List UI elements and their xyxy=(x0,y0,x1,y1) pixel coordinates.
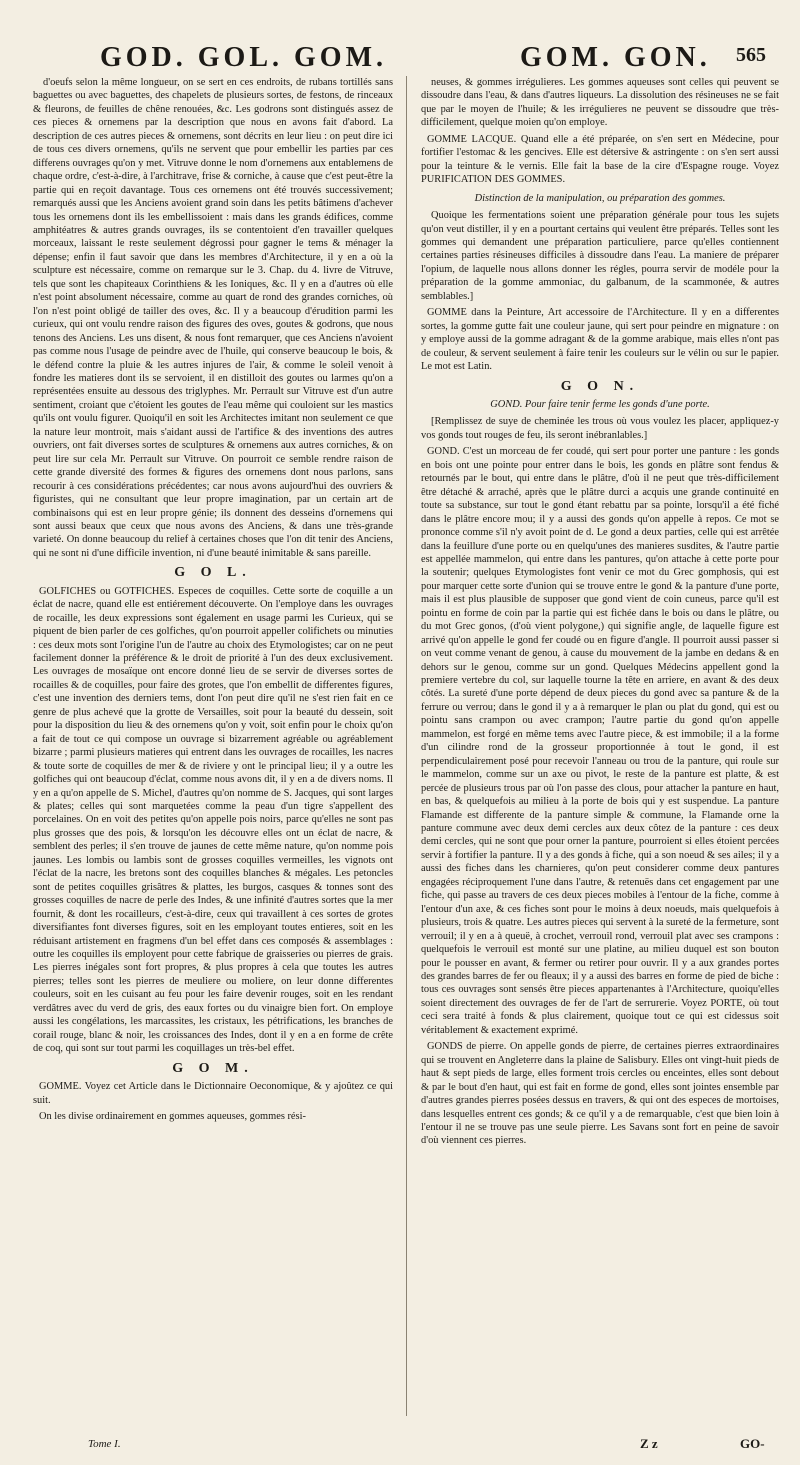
gond-paragraph: GOND. C'est un morceau de fer coudé, qui sert pour porter une panture : les gonds en bois ont une pointe pour entrer dans le bois, les gonds en plâtre sont fendus & retournés par le bout, qui entre dans le plâtre, d'où il ne peut que très-difficilement être détaché & arraché, après que le plâtre durci a acquis une grande continuité en toute sa substance, sur tout le gond étant rebattu par sa pointe, lorsqu'il a été fiché dans le plâtre encore mou; il y a aussi des gonds qu'on appelle à repos. Ce mot se prononce comme s'il n'y avoit point de d. Le gond a deux parties, celle qui est arrêtée dans la feuillure d'une porte ou en quelqu'unes des manieres susdites, & l'autre partie est appellée mammelon, qui entre dans les pantures, qu'on attache à cette porte pour la soutenir; quelques Etymologistes font venir ce mot du Grec gomphosis, qui est pour marquer cette sorte d'union qui se trouve entre le gond & la panture d'une porte, mais il est plus plausible de supposer que gond vient de coin cuneus, parce qu'il est pointu en forme de coin par la partie qui est fichée dans le bois ou dans le plâtre, ou du mot Grec gonos, (d'où vient polygone,) qui signifie angle, de laquelle figure est arrivé qu'on appelle le gond fer coudé ou en figure d'angle. Il pourroit aussi passer si on veut comme venant de genou, à cause du mouvement de la jambe en dedans & en dehors sur le genou, comme sur un gond. Quelques Médecins appellent gond la premiere vertebre du col, sur laquelle tourne la tête en arriere, en avant & des deux côtés. La sureté d'une porte dépend de deux pieces du gond avec sa panture & de la ferrure ou verrou; dans le gond il y a à remarquer le plan ou plat du gond, qui est ou pointu sans crampon ou avec crampon; l'autre partie du gond qu'on appelle mammelon, est forgé en même tems avec l'autre piece, & est immobile; il a la forme d'un cilindre rond de la grosseur proportionnée à tout le gond, il est perpendiculairement posé pour recevoir l'anneau ou trou de la panture, qui roule sur le mammelon, comme sur un axe ou pivot, le reste de la panture est platte, & est percée de plusieurs trous par où l'on passe des clous, pour attacher la panture en haut, en bas, & quelquefois au milieu à la porte de bois qui y est suspendue. La panture Flamande est differente de la panture simple & commune, la Flamande orne la panture commune avec deux demi cercles aux deux côtez de la panture : ces deux demi cercles, qui ne sont que pour orner la panture, pourroient si elles étoient percées servir à fortifier la panture. Il y a des gonds à fiche, qui a son noeud & ses ailes; il y a aussi des fiches dans les charnieres, qu'on peut considerer comme deux pantures engagées réciproquement l'une dans l'autre, & retenuës dans cet engagement par une fiche, qui passe au travers de ces deux pieces mobiles à l'entour de la fiche, comme à l'entour d'un axe, & ces fiches sont pour le moins à deux noeuds, mais quelquefois à plusieurs, trois & quatre. Les autres pieces qui servent à la sureté de la fermeture, sont verrouil; il y en a à queuë, à crochet, verrouil rond, verrouil plat avec ses crampons : quelquefois le verrouil est monté sur une platine, au milieu duquel est son bouton pour le pousser en avant, & fermer ou retirer pour ouvrir. Il y a aux grandes portes des grandes barres de fer ou fleaux; il y a aussi des barres en forme de pied de biche : tous ces ouvrages sont sensés être pieces appartenantes à l'Architecture, quoiqu'elles soient directement des ouvrages de fer de l'art de serrurerie. Voyez PORTE, où tout ceci sera traité à fonds & plus clairement, quoique tout ce qui est cidessus soit véritablement & exactement exprimé. xyxy=(421,446,779,1036)
gomme-paragraph: GOMME. Voyez cet Article dans le Dictionnaire Oeconomique, & y ajoûtez ce qui suit. xyxy=(33,1081,393,1106)
running-head-right: GOM. GON. xyxy=(520,42,711,73)
section-heading-gom: G O M. xyxy=(172,1060,254,1076)
running-head-left: GOD. GOL. GOM. xyxy=(100,42,387,73)
section-heading-gon: G O N. xyxy=(560,378,640,394)
subheading-distinction: Distinction de la manipulation, ou préparation des gommes. xyxy=(474,192,726,204)
left-column xyxy=(33,76,393,1126)
column-rule xyxy=(406,76,407,1416)
gomme-continuation: On les divise ordinairement en gommes aqueuses, gommes rési- xyxy=(39,1110,306,1122)
golfiches-paragraph: GOLFICHES ou GOTFICHES. Especes de coquilles. Cette sorte de coquille a un éclat de nacre, quand elle est entiérement découverte. On l'employe dans les ouvrages de rocaille, les deux expressions sont également en usage parmi les Curieux, qui se piquent de bien parler de ces golfiches, qu'on pourroit appeller colifichets ou minuties : ces deux mots sont l'origine l'un de l'autre au choix des Etymologistes; car on ne peut facilement donner la préférence & le droit de priorité à l'un des deux exclusivement. Les ouvrages de mosaïque ont encore donné lieu de se servir de diverses sortes de rocailles & de coquilles, pour faire des grotes, que l'on embellit de differentes figures, c'est une invention des derniers tems, dont l'on peut dire qu'il ne s'est rien fait en ce genre de plus achevé que la grotte de Versailles, soit pour la beauté du dessein, soit pour la disposition du lieu & des ornemens qu'on y voit, soit enfin pour le choix qu'on a fait de tout ce qui compose un ouvrage si bizarrement agréable ou agréablement bizarre ; parmi plusieurs matieres qui entrent dans les ouvrages de rocailles, les nacres & toute sorte de coquilles de mer & de riviere y ont le principal lieu; il y a outre les golfiches qui ont beaucoup d'éclat, comme nous avons dit, il y en a de divers noms. Il y en a qu'on appelle de S. Michel, d'autres qu'on nomme de S. Jacques, qui sont larges & plates; celles qui sont marquetées comme la peau d'un tigre s'appellent des porcelaines. On en voit des petites qu'on appelle pois noirs, parce qu'elles ne sont pas plus grosses que des pois, & lorsqu'on les découvre elles ont un éclat de nacre, & semblent des perles; il s'en trouve de jaunes de cette même nature, qu'on nomme pois jaunes. Les lombis ou lambis sont de grosses coquilles vermeilles, les vignots ont l'éclat de la nacre, les bretons sont des coquilles blanches & mégales. Les petoncles sont de petites coquilles grisâtres & plattes, les burgos, casques & tonnes sont des grosses coquilles de nacre de perle des Indes, & une infinité d'autres sortes que la mer fournit, & dont les rocailleurs, c'est-à-dire, ceux qui travaillent à ces sortes de grotes diversifiantes font diverses figures, soit en les employant toutes entieres, soit en les réduisant artistement en fragmens d'un bel effet dans ces composés & assemblages : outre les coquilles ils employent pour cette fabrique de graisseries ou pierres de grais. Les pierres inégales sont fort propres, & plus propres à cela que toutes les autres pierres; telles sont les pierres de meuliere ou moliere, on leur donne differentes couleurs, soit en les cuisant au feu pour les faire devenir rouges, soit en les rendant verdâtres avec du verd de gris, des eaux fortes ou du vinaigre bien fort. On employe aussi les congélations, les marcassites, les cristaux, les pétrifications, les branches de corail rouge, blanc & noir, les croissances des Indes, dont il y en a en forme de crête de coq, qui sont sur tout parmi les coquillages un très-bel effet. xyxy=(33,585,393,1055)
gond-heading: GOND. Pour faire tenir ferme les gonds d'une porte. xyxy=(490,398,710,410)
gonds-de-pierre-paragraph: GONDS de pierre. On appelle gonds de pierre, de certaines pierres extraordinaires qui se trouvent en Angleterre dans la plaine de Salisbury. Elles ont vingt-huit pieds de haut & sept pieds de large, elles forment trois cercles ou enceintes, elles sont debout & par le bout d'en haut, qui est fait en forme de gond, elles sont jointes ensemble par d'autres grandes pierres posées dessus en travers, & qui ont des especes de mortoises, dans lesquelles entrent ces gonds; & ce qu'il y a de remarquable, c'est que bien loin à l'entour il ne se trouve pas une seule pierre. Les Savans sont fort en peine de savoir d'où viennent ces pierres. xyxy=(421,1041,779,1147)
volume-label: Tome I. xyxy=(88,1438,121,1450)
gomme-peinture-paragraph: GOMME dans la Peinture, Art accessoire de l'Architecture. Il y en a differentes sortes, la gomme gutte fait une couleur jaune, qui sert pour peindre en mignature : on y employe aussi de la gomme adragant & de la gomme arabique, mais elles n'ont pas de couleur, & servent seulement à faire tenir les couleurs sur le vélin ou sur le papier. Le mot est Latin. xyxy=(421,307,779,373)
right-column xyxy=(421,76,779,1151)
gond-note: [Remplissez de suye de cheminée les trous où vous voulez les placer, appliquez-y vos gonds tout rouges de feu, ils seront inébranlables.] xyxy=(421,416,779,441)
signature-mark: Z z xyxy=(640,1436,658,1451)
page-number: 565 xyxy=(736,44,766,66)
gommes-paragraph: neuses, & gommes irrégulieres. Les gommes aqueuses sont celles qui peuvent se dissoudre dans l'eau, & dans d'autres liqueurs. La dissolution des résineuses ne se fait que par le moyen de l'huile; & les irrégulieres ne peuvent se dissoudre que très-difficilement, quelque moien qu'on employe. xyxy=(421,77,779,129)
section-heading-gol: G O L. xyxy=(174,565,252,581)
ornament-paragraph: d'oeufs selon la même longueur, on se sert en ces endroits, de rubans tortillés sans baguettes ou avec baguettes, des chapelets de plusieurs sortes, de festons, de rinceaux & fleurons, de feuilles de chêne renouées, &c. Les godrons sont distingués assez de ces pieces & ornemens par la description que nous en avons fait d'abord. La description de ces autres pieces & ornemens, sont décrits en leur lieu : on peut dire ici de tous ces divers ornemens, qu'ils ne servent que pour embellir les parties par ces differens ouvrages qu'on y met. Vitruve donne le nom d'ornemens aux entablemens de chaque ordre, c'est-à-dire, à l'architrave, frise & corniche, à cause que c'est peut-être la partie qui en reçoit davantage. Tous ces ornemens ont été trouvés successivement; remarqués aussi que les Anciens avoient grand soin dans les petits bâtimens d'achever tous les ornemens dont ils les embellissoient : mais dans les grands édifices, comme amphitéatres & autres grands ouvrages, ils se contentoient d'en travailler quelques morceaux, laissant le reste seulement dégrossi pour gagner le tems & ménager la dépense; enfin il faut savoir que dans les membres d'Architecture, il y en a où la sculpture est nécessaire, comme on remarque sur le 3. Chap. du 4. livre de Vitruve, tels que sont les chapiteaux Corinthiens & les Ioniques, &c. Il y en a d'autres où elle n'est point absolument nécessaire, comme au quart de rond des grandes corniches, où l'on n'est point obligé de tailler des oves, &c. Il y a beaucoup d'érudition parmi les curieux, qui ont voulu rendre raison des figures des oves, goutes & godrons, que nous tenons des Anciens. Les uns disent, & nous font remarquer, que ces Anciens n'avoient pas comme nous l'usage de peindre avec de l'huile, qui conserve beaucoup le bois, & le défend contre la pluie & les autres injures de l'air, & comme le soleil venoit à fondre les matieres dont ils se servoient, il en distilloit des goutes ou larmes qu'on a représentées ensuite au dessous des triglyphes. Mr. Perrault sur Vitruve est d'un autre sentiment, croiant que c'étoient les goutes de l'eau même qui couloient sur les mastics qu'ils ont voulu figurer. Quoiqu'il en soit les Architectes imitant non seulement ce que la nature leur montroit, mais s'aidant aussi de l'artifice & des inventions des autres ouvriers, ont fait diverses sortes de sculptures & ornemens aux autres corniches, & on peut lire sur cela Mr. Perrault sur Vitruve. On pourroit ce semble rendre raison de cette grande diversité des formes & figures des ornemens dont nous parlons, sans recourir à ces considérations précédentes; car nous avons aujourd'hui des ouvriers & figuristes, qui ne consultant que leur propre imagination, par un certain art de combinaisons qui est en leur propre génie; ils donnent des desseins d'ornemens qui sont aussi beaux que ceux que nous avons des Anciens, & dans une très-grande varieté. On donne beaucoup du relief à certaines choses que l'on dit tenir des Anciens, qui ne sont ni d'une difficile invention, ni d'une beauté inimitable & sans pareille. xyxy=(33,77,393,559)
gomme-lacque-paragraph: GOMME LACQUE. Quand elle a été préparée, on s'en sert en Médecine, pour fortifier l'estomac & les gencives. Elle est détersive & astringente : on s'en sert aussi pour la teinture & le vernis. Elle fait la base de la cire d'Espagne rouge. Voyez PURIFICATION DES GOMMES. xyxy=(421,133,779,186)
catchword: GO- xyxy=(740,1436,765,1451)
preparation-paragraph: Quoique les fermentations soient une préparation générale pour tous les sujets qu'on veut distiller, il y en a pourtant certains qui veulent être préparés. Telles sont les gommes qui demandent une préparation particuliere, parce qu'elles contiennent certaines parties résineuses difficiles à dissoudre dans l'eau. La maniere de préparer l'opium, de laquelle nous allons donner les régles, pourra servir de modéle pour la préparation de la gomme ammoniac, du galbanum, de la scammonée, & autres semblables.] xyxy=(421,210,779,302)
